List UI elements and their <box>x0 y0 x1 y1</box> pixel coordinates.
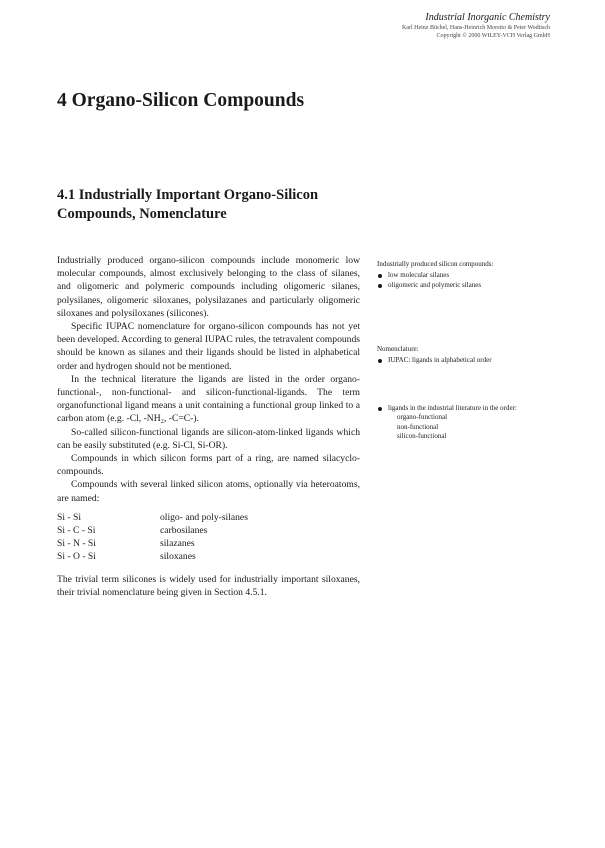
margin-note-item: oligomeric and polymeric silanes <box>377 281 562 290</box>
linkage-row <box>57 537 360 550</box>
margin-note-list <box>377 271 562 290</box>
margin-note-nomenclature <box>377 345 562 366</box>
margin-note-heading: Nomenclature: <box>377 345 419 353</box>
margin-note-ligand-order <box>377 404 562 442</box>
book-title: Industrial Inorganic Chemistry <box>425 12 550 23</box>
margin-note-subitem: organo-functional <box>397 413 448 422</box>
paragraph: In the technical literature the ligands are listed in the order organo-functional-, non-functional- and silicon-functional-ligands. The term organofunctional ligand means a unit containing a functional group linked to a carbon atom (e.g. -Cl, -NH₂, -C=C-). <box>57 373 360 425</box>
margin-note-item: ligands in the industrial literature in the order: <box>377 404 562 413</box>
linkage-name: carbosilanes <box>160 525 208 537</box>
closing-paragraph: The trivial term silicones is widely used for industrially important siloxanes, their trivial nomenclature being given in Section 4.5.1. <box>57 573 360 598</box>
paragraph: Specific IUPAC nomenclature for organo-silicon compounds has not yet been developed. According to general IUPAC rules, the tetravalent compounds should be known as silanes and their ligands should be listed in alphabetical order and hydrogen should not be mentioned. <box>57 321 360 372</box>
chapter-title: 4 Organo-Silicon Compounds <box>57 90 305 111</box>
paragraph: Compounds in which silicon forms part of a ring, are named silacyclo-compounds. <box>57 453 360 478</box>
margin-note-heading: Industrially produced silicon compounds: <box>377 260 494 268</box>
linkage-formula: Si - C - Si <box>57 525 96 537</box>
linkage-row <box>57 524 360 537</box>
margin-note-list <box>377 404 562 413</box>
section-title: 4.1 Industrially Important Organo-Silicon Compounds, Nomenclature <box>57 187 319 222</box>
linkage-name: silazanes <box>160 538 195 550</box>
linkage-formula: Si - N - Si <box>57 538 96 550</box>
margin-note-list <box>377 356 562 365</box>
margin-note-subitem: silicon-functional <box>397 432 447 441</box>
main-text-column <box>57 254 360 599</box>
margin-note-item: IUPAC: ligands in alphabetical order <box>377 356 562 365</box>
margin-note-subitem: non-functional <box>397 422 439 431</box>
book-authors: Karl Heinz Büchel, Hans-Heinrich Moretto & Peter Woditsch <box>401 25 550 31</box>
linkage-formula: Si - Si <box>57 511 81 523</box>
paragraph: Industrially produced organo-silicon compounds include monomeric low molecular compounds, almost exclusively belonging to the class of silanes, and oligomeric and polymeric compounds including oligomeric silanes, polysilanes, oligomeric siloxanes, polysilazanes and particularly oligomeric siloxanes and polysiloxanes (silicones). <box>57 255 360 319</box>
linkage-name: oligo- and poly-silanes <box>160 511 248 523</box>
paragraph: Compounds with several linked silicon atoms, optionally via heteroatoms, are named: <box>57 479 360 504</box>
linkage-list <box>57 511 360 564</box>
linkage-formula: Si - O - Si <box>57 551 96 563</box>
linkage-row <box>57 550 360 563</box>
linkage-name: siloxanes <box>160 551 196 563</box>
linkage-row <box>57 511 360 524</box>
margin-note-products <box>377 260 562 290</box>
copyright-line: Copyright © 2000 WILEY-VCH Verlag GmbH <box>436 33 550 39</box>
running-head <box>402 12 550 40</box>
margin-note-item: low molecular silanes <box>377 271 562 280</box>
paragraph: So-called silicon-functional ligands are silicon-atom-linked ligands which can be easily substituted (e.g. Si-Cl, Si-OR). <box>57 426 360 451</box>
